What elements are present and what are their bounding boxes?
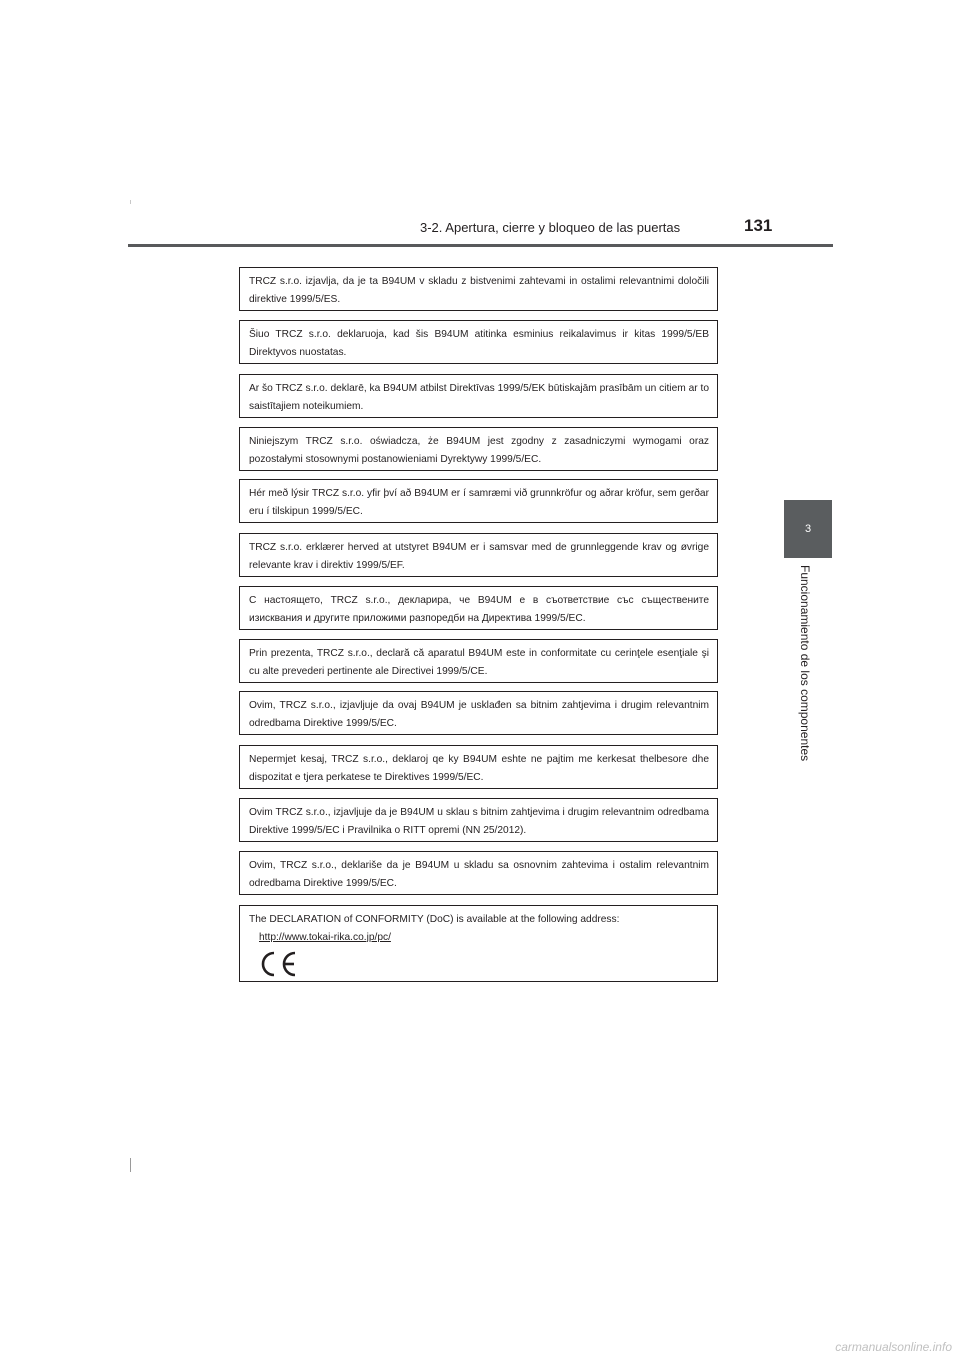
declaration-box-latvian xyxy=(239,374,718,418)
doc-url-link[interactable]: http://www.tokai-rika.co.jp/pc/ xyxy=(259,931,391,943)
chapter-tab xyxy=(784,500,832,558)
section-title: 3-2. Apertura, cierre y bloqueo de las puertas xyxy=(420,220,681,235)
declaration-text: Šiuo TRCZ s.r.o. deklaruoja, kad šis B94UM atitinka esminius reikalavimus ir kitas 1999/5/EB Direktyvos nuostatas. xyxy=(249,329,709,358)
declaration-text: Prin prezenta, TRCZ s.r.o., declară că aparatul B94UM este in conformitate cu cerinţele esenţiale şi cu alte prevederi pertinente ale Directivei 1999/5/CE. xyxy=(249,648,709,677)
declaration-box-polish xyxy=(239,427,718,471)
ce-mark-icon xyxy=(258,950,300,978)
declaration-text: Ovim, TRCZ s.r.o., deklariše da je B94UM u skladu sa osnovnim zahtevima i ostalim relevantnim odredbama Direktive 1999/5/EC. xyxy=(249,860,709,889)
declaration-box-bulgarian xyxy=(239,586,718,630)
declaration-text: TRCZ s.r.o. erklærer herved at utstyret B94UM er i samsvar med de grunnleggende krav og øvrige relevante krav i direktiv 1999/5/EF. xyxy=(249,542,709,571)
declaration-text: Ar šo TRCZ s.r.o. deklarē, ka B94UM atbilst Direktīvas 1999/5/EK būtiskajām prasībām un citiem ar to saistītajiem noteikumiem. xyxy=(249,383,709,412)
page-number: 131 xyxy=(744,216,773,235)
declaration-text: С настоящето, TRCZ s.r.o., декларира, че B94UM е в съответствие със съществените изисквания и другите приложими разпоредби на Директива 1999/5/EC. xyxy=(249,595,709,624)
crop-mark xyxy=(130,1158,131,1172)
declaration-text: Ovim TRCZ s.r.o., izjavljuje da je B94UM u sklau s bitnim zahtjevima i drugim relevantnim odredbama Direktive 1999/5/EC i Pravilnika o RITT opremi (NN 25/2012). xyxy=(249,807,709,836)
declaration-box-albanian xyxy=(239,745,718,789)
declaration-box-croatian xyxy=(239,798,718,842)
declaration-text: Niniejszym TRCZ s.r.o. oświadcza, że B94UM jest zgodny z zasadniczymi wymogami oraz pozostałymi stosownymi postanowieniami Dyrektywy 1999/5/EC. xyxy=(249,436,709,465)
header-rule xyxy=(128,244,833,247)
declaration-box-romanian xyxy=(239,639,718,683)
declaration-text: TRCZ s.r.o. izjavlja, da je ta B94UM v skladu z bistvenimi zahtevami in ostalimi relevantnimi določili direktive 1999/5/ES. xyxy=(249,276,709,305)
chapter-title: Funcionamiento de los componentes xyxy=(798,565,812,762)
declaration-text: Ovim, TRCZ s.r.o., izjavljuje da ovaj B94UM je usklađen sa bitnim zahtjevima i drugim relevantnim odredbama Direktive 1999/5/EC. xyxy=(249,700,709,729)
doc-notice-box xyxy=(239,905,718,982)
declaration-box-serbian xyxy=(239,851,718,895)
chapter-number: 3 xyxy=(804,523,812,535)
declaration-text: Hér með lýsir TRCZ s.r.o. yfir því að B94UM er í samræmi við grunnkröfur og aðrar kröfur, sem gerðar eru í tilskipun 1999/5/EC. xyxy=(249,488,709,517)
declaration-box-lithuanian xyxy=(239,320,718,364)
declaration-box-norwegian xyxy=(239,533,718,577)
declaration-box-bosnian xyxy=(239,691,718,735)
declaration-box-icelandic xyxy=(239,479,718,523)
crop-mark xyxy=(130,200,131,204)
declaration-text: Nepermjet kesaj, TRCZ s.r.o., deklaroj qe ky B94UM eshte ne pajtim me kerkesat thelbesore dhe dispozitat e tjera perkatese te Direktives 1999/5/EC. xyxy=(249,754,709,783)
declaration-box-slovenian xyxy=(239,267,718,311)
footer-watermark[interactable]: carmanualsonline.info xyxy=(835,1340,952,1354)
doc-notice-text: The DECLARATION of CONFORMITY (DoC) is available at the following address: xyxy=(249,914,620,925)
